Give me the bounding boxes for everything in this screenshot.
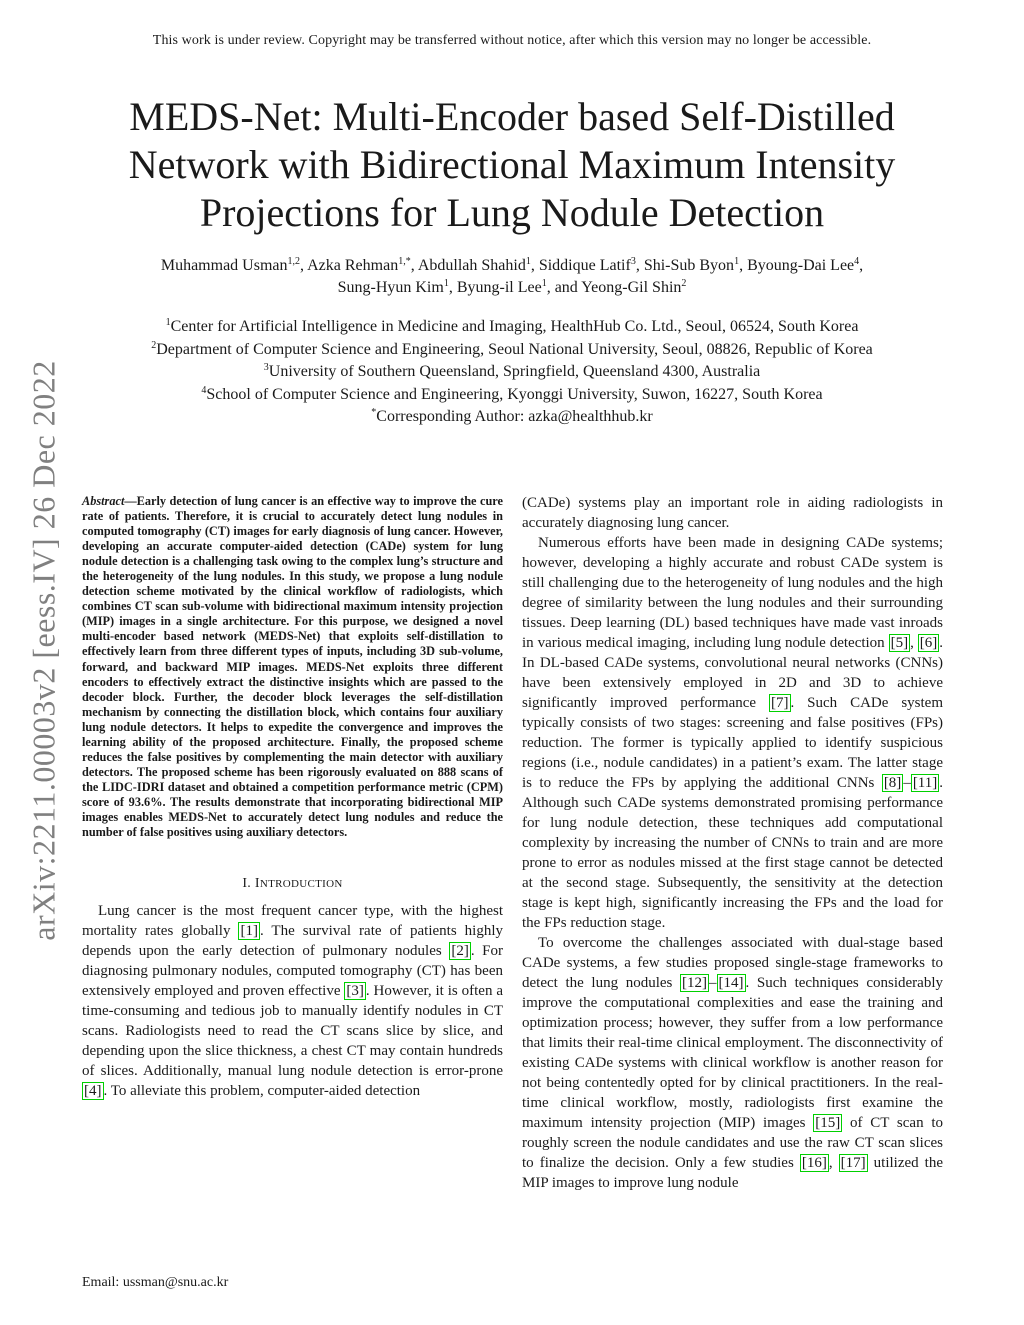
citation-link[interactable]: [8] <box>883 775 902 791</box>
author-affiliation-mark: 2 <box>681 278 687 289</box>
section-heading-introduction <box>82 876 503 892</box>
section-title-initial: I <box>254 876 260 892</box>
author-name: Byoung-Dai Lee <box>747 257 855 274</box>
review-notice: This work is under review. Copyright may be transferred without notice, after which this version may no longer be accessible. <box>152 33 872 48</box>
affiliation-text: School of Computer Science and Engineering, Kyonggi University, Suwon, 16227, South Korea <box>206 385 823 403</box>
paper-title <box>90 93 934 237</box>
author-affiliation-mark: 1 <box>443 278 449 289</box>
affiliation-text: Department of Computer Science and Engineering, Seoul National University, Seoul, 08826, Republic of Korea <box>156 340 873 358</box>
corresponding-mark: * <box>371 407 377 418</box>
citation-link[interactable]: [3] <box>346 983 364 1000</box>
title-line: Projections for Lung Nodule Detection <box>199 190 825 235</box>
author-name: Abdullah Shahid <box>417 257 526 274</box>
author-affiliation-mark: 1,* <box>398 256 411 267</box>
author-line-2: Sung-Hyun Kim$^1$, Byung-il Lee$^1$, and Yeong-Gil Shin$^2$ <box>337 278 687 296</box>
affiliation-text: Center for Artificial Intelligence in Medicine and Imaging, HealthHub Co. Ltd., Seoul, 06524, South Korea <box>170 318 859 335</box>
intro-paragraph-2: Numerous efforts have been made in designing CADe systems; however, developing a highly accurate and robust CADe system is still challenging due to the heterogeneity of lung nodules and the high degree of similarity between the lung nodules and their surrounding tissues. Deep learning (DL) based techniques have made vast inroads in various medical imaging, including lung nodule detection [5] , [6] . In DL-based CADe systems, convolutional neural networks (CNNs) have been extensively employed in 2D and 3D to achieve significantly improved performance [7] . Such CADe system typically consists of two stages: screening and false positives (FPs) reduction. The former is typically applied to identify suspicious regions (i.e., nodule candidates) in a patient’s exam. The latter stage is to reduce the FPs by applying the additional CNNs [8] – [11] . Although such CADe systems demonstrated promising performance for lung nodule detection, these techniques add computational complexity by increasing the number of CNNs to train and are more prone to error as nodules missed at the first stage cannot be detected at the second stage. Subsequently, the sensitivity at the detection stage is kept high, significantly increasing the FPs and the load for the FPs reduction stage. <box>522 535 943 931</box>
citation-link[interactable]: [14] <box>718 975 744 991</box>
author-name: Byung-il Lee <box>456 279 542 296</box>
affiliation <box>60 339 964 362</box>
author-name: Shi-Sub Byon <box>643 257 735 274</box>
corresponding-author <box>60 406 964 429</box>
citation-link[interactable]: [2] <box>451 943 469 960</box>
arxiv-identifier-stamp <box>20 345 68 955</box>
citation-link[interactable]: [12] <box>682 975 708 991</box>
affiliation <box>60 316 964 339</box>
affiliation-list <box>60 316 964 429</box>
citation-link[interactable]: [5] <box>890 635 909 651</box>
author-affiliation-mark: 4 <box>854 256 860 267</box>
affiliation-mark: 1 <box>165 317 171 328</box>
author-conjunction: and <box>554 279 578 296</box>
intro-paragraph-1: Lung cancer is the most frequent cancer type, with the highest mortality rates globally [1] . The survival rate of patients highly depends upon the early detection of pulmonary nodules [2] . For diagnosing pulmonary nodules, computed tomography (CT) has been extensively employed and proven effective [3] . However, it is often a time-consuming and tedious job to manually identify nodules in CT scans. Radiologists need to read the CT scans slice by slice, and depending upon the slice thickness, a chest CT may contain hundreds of slices. Additionally, manual lung nodule detection is error-prone [4] . To alleviate this problem, computer-aided detection <box>82 903 504 1100</box>
author-name: Siddique Latif <box>538 257 631 274</box>
corresponding-author-text: Corresponding Author: azka@healthhub.kr <box>376 408 653 425</box>
author-name: Yeong-Gil Shin <box>581 279 682 296</box>
title-line: MEDS-Net: Multi-Encoder based Self-Distilled <box>129 94 895 139</box>
right-column <box>522 493 943 1193</box>
citation-link[interactable]: [4] <box>84 1083 102 1100</box>
affiliation <box>60 361 964 384</box>
citation-link[interactable]: [6] <box>919 635 938 651</box>
author-affiliation-mark: 1 <box>541 278 547 289</box>
citation-link[interactable]: [15] <box>815 1115 841 1131</box>
arxiv-identifier-text: arXiv:2211.00003v2 [eess.IV] 26 Dec 2022 <box>25 359 62 941</box>
citation-link[interactable]: [1] <box>240 923 258 940</box>
author-affiliation-mark: 1,2 <box>287 256 300 267</box>
author-affiliation-mark: 1 <box>734 256 740 267</box>
affiliation-mark: 4 <box>201 384 207 396</box>
affiliation-mark: 2 <box>151 339 157 351</box>
author-list <box>70 255 954 299</box>
intro-paragraph-3: To overcome the challenges associated with dual-stage based CADe systems, a few studies proposed single-stage frameworks to detect the lung nodules [12] – [14] . Such techniques considerably improve the computational complexities and ease the training and optimization process; however, they suffer from a low performance that limits their real-time clinical employment. The disconnectivity of existing CADe systems with clinical workflow is another reason for not being contentedly opted for by clinical practitioners. In the real-time clinical workflow, mostly, radiologists first examine the maximum intensity projection (MIP) images [15] of CT scan to roughly screen the nodule candidates and use the raw CT scan slices to finalize the decision. Only a few studies [16] , [17] utilized the MIP images to improve lung nodule <box>522 935 944 1191</box>
section-number: I. <box>242 876 252 892</box>
abstract-body: Early detection of lung cancer is an effective way to improve the cure rate of patients. Therefore, it is crucial to accurately detect lung nodules in computed tomography (CT) images for early diagnosis of lung cancer. However, developing an accurate computer-aided detection (CADe) system for lung nodule detection is a challenging task owing to the complex lung’s structure and the heterogeneity of the lung nodules. In this study, we propose a lung nodule detection scheme motivated by the clinical workflow of radiologists, which combines CT scan sub-volume with bidirectional maximum intensity projection (MIP) images in a single architecture. For this purpose, we designed a novel multi-encoder based network (MEDS-Net) that exploits self-distillation to effectively learn from three different types of inputs, including 3D sub-volume, forward, and backward MIP images. MEDS-Net exploits three different encoders to effectively extract the distinctive insights which are passed to the decoder block. Further, the decoder block leverages the self-distillation mechanism by connecting the distillation block, which contains four auxiliary lung nodule detectors. It helps to expedite the convergence and improves the learning ability of the proposed architecture. Finally, the proposed scheme reduces the false positives by complementing the main detector with auxiliary detectors. The proposed scheme has been rigorously evaluated on 888 scans of the LIDC-IDRI dataset and obtained a competition performance metric (CPM) score of 93.6%. The results demonstrate that incorporating bidirectional MIP images enables MEDS-Net to accurately detect lung nodules and reduce the number of false positives using auxiliary detectors. <box>82 494 503 840</box>
affiliation <box>60 384 964 407</box>
section-title-smallcaps: NTRODUCTION <box>259 878 343 891</box>
author-affiliation-mark: 1 <box>525 256 531 267</box>
citation-link[interactable]: [11] <box>912 775 938 791</box>
author-line-1: Muhammad Usman$^{1,2}$, Azka Rehman$^{1,*}$, Abdullah Shahid$^1$, Siddique Latif$^3$, Shi-Sub Byon$^1$, Byoung-Dai Lee$^4$, <box>160 256 864 274</box>
title-line: Network with Bidirectional Maximum Intensity <box>128 142 896 187</box>
affiliation-mark: 3 <box>263 362 269 373</box>
author-name: Muhammad Usman <box>160 257 288 274</box>
left-column <box>82 494 503 1101</box>
citation-link[interactable]: [17] <box>840 1155 866 1171</box>
citation-link[interactable]: [7] <box>771 695 789 711</box>
footnote-email: Email: ussman@snu.ac.kr <box>82 1275 229 1290</box>
author-affiliation-mark: 3 <box>630 256 636 267</box>
citation-link[interactable]: [16] <box>801 1155 827 1171</box>
intro-paragraph-1-continued: (CADe) systems play an important role in aiding radiologists in accurately diagnosing lung cancer. <box>522 495 943 531</box>
author-name: Azka Rehman <box>307 257 399 274</box>
abstract: Abstract—Early detection of lung cancer is an effective way to improve the cure rate of patients. Therefore, it is crucial to accurately detect lung nodules in computed tomography (CT) images for early diagnosis of lung cancer. However, developing an accurate computer-aided detection (CADe) system for lung nodule detection is a challenging task owing to the complex lung’s structure and the heterogeneity of the lung nodules. In this study, we propose a lung nodule detection scheme motivated by the clinical workflow of radiologists, which combines CT scan sub-volume with bidirectional maximum intensity projection (MIP) images in a single architecture. For this purpose, we designed a novel multi-encoder based network (MEDS-Net) that exploits self-distillation to effectively learn from three different types of inputs, including 3D sub-volume, forward, and backward MIP images. MEDS-Net exploits three different encoders to effectively extract the distinctive insights which are passed to the decoder block. Further, the decoder block leverages the self-distillation mechanism by connecting the distillation block, which contains four auxiliary lung nodule detectors. It helps to expedite the convergence and improves the learning ability of the proposed architecture. Finally, the proposed scheme reduces the false positives by complementing the main detector with auxiliary detectors. The proposed scheme has been rigorously evaluated on 888 scans of the LIDC-IDRI dataset and obtained a competition performance metric (CPM) score of 93.6%. The results demonstrate that incorporating bidirectional MIP images enables MEDS-Net to accurately detect lung nodules and reduce the number of false positives using auxiliary detectors. <box>82 494 503 840</box>
affiliation-text: University of Southern Queensland, Springfield, Queensland 4300, Australia <box>268 363 761 380</box>
author-name: Sung-Hyun Kim <box>337 279 444 296</box>
abstract-label: Abstract <box>82 494 125 508</box>
